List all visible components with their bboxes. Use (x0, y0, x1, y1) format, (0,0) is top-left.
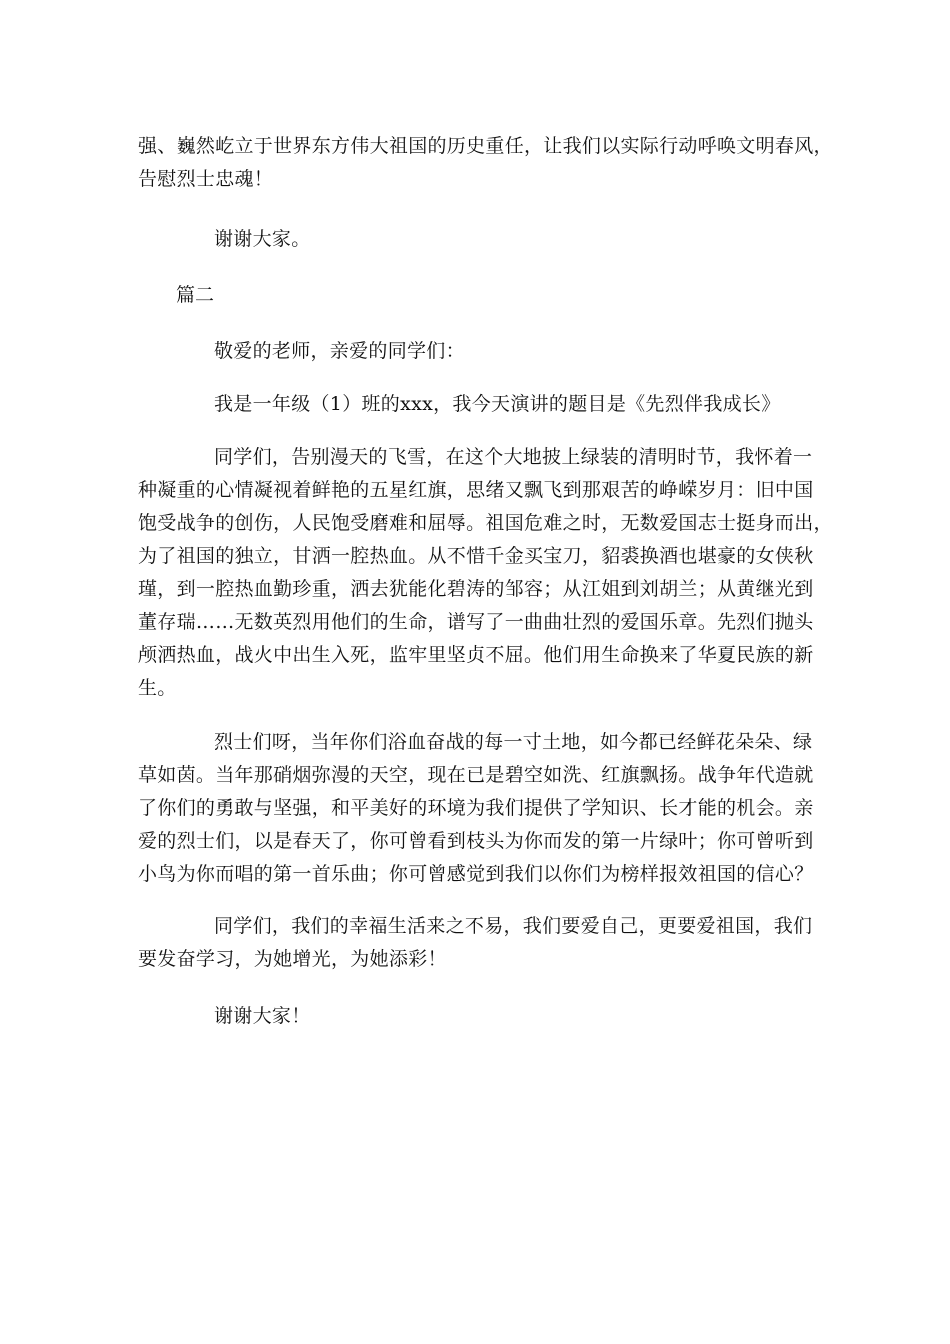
paragraph-line: 饱受战争的创伤，人民饱受磨难和屈辱。祖国危难之时，无数爱国志士挺身而出， (138, 512, 833, 534)
paragraph-1 (138, 441, 833, 705)
paragraph-line: 为了祖国的独立，甘洒一腔热血。从不惜千金买宝刀，貂裘换酒也堪豪的女侠秋 (138, 545, 814, 567)
paragraph-line: 颅洒热血，战火中出生入死，监牢里坚贞不屈。他们用生命换来了华夏民族的新 (138, 644, 814, 666)
paragraph-line: 告慰烈士忠魂！ (138, 168, 274, 190)
paragraph-line: 小鸟为你而唱的第一首乐曲；你可曾感觉到我们以你们为榜样报效祖国的信心？ (138, 863, 814, 885)
intro-text: 我是一年级（1）班的xxx，我今天演讲的题目是《先烈伴我成长》 (214, 393, 781, 415)
paragraph-line: 强、巍然屹立于世界东方伟大祖国的历史重任，让我们以实际行动呼唤文明春风， (138, 135, 833, 157)
thanks-text: 谢谢大家！ (214, 1005, 311, 1027)
thanks-text: 谢谢大家。 (214, 228, 311, 250)
paragraph-line: 烈士们呀，当年你们浴血奋战的每一寸土地，如今都已经鲜花朵朵、绿 (214, 731, 813, 753)
paragraph-line: 了你们的勇敢与坚强，和平美好的环境为我们提供了学知识、长才能的机会。亲 (138, 797, 814, 819)
paragraph-line: 要发奋学习，为她增光，为她添彩！ (138, 948, 447, 970)
thanks-line-1 (138, 223, 818, 256)
paragraph-line: 董存瑞……无数英烈用他们的生命，谱写了一曲曲壮烈的爱国乐章。先烈们抛头 (138, 611, 814, 633)
intro (138, 388, 818, 421)
paragraph-line: 同学们，告别漫天的飞雪，在这个大地披上绿装的清明时节，我怀着一 (214, 446, 813, 468)
greeting-text: 敬爱的老师，亲爱的同学们： (214, 340, 465, 362)
paragraph-line: 瑾，到一腔热血勤珍重，洒去犹能化碧涛的邹容；从江姐到刘胡兰；从黄继光到 (138, 578, 814, 600)
paragraph-3 (138, 910, 818, 976)
paragraph-line: 草如茵。当年那硝烟弥漫的天空，现在已是碧空如洗、红旗飘扬。战争年代造就 (138, 764, 814, 786)
greeting (138, 335, 818, 368)
paragraph-line: 爱的烈士们，以是春天了，你可曾看到枝头为你而发的第一片绿叶；你可曾听到 (138, 830, 814, 852)
paragraph-line: 同学们，我们的幸福生活来之不易，我们要爱自己，更要爱祖国，我们 (214, 915, 813, 937)
paragraph-line: 生。 (138, 677, 177, 699)
paragraph-continuation (138, 130, 833, 196)
thanks-line-2 (138, 1000, 818, 1033)
section-heading: 篇二 (176, 284, 215, 306)
paragraph-2 (138, 726, 818, 891)
paragraph-line: 种凝重的心情凝视着鲜艳的五星红旗，思绪又飘飞到那艰苦的峥嵘岁月：旧中国 (138, 479, 814, 501)
